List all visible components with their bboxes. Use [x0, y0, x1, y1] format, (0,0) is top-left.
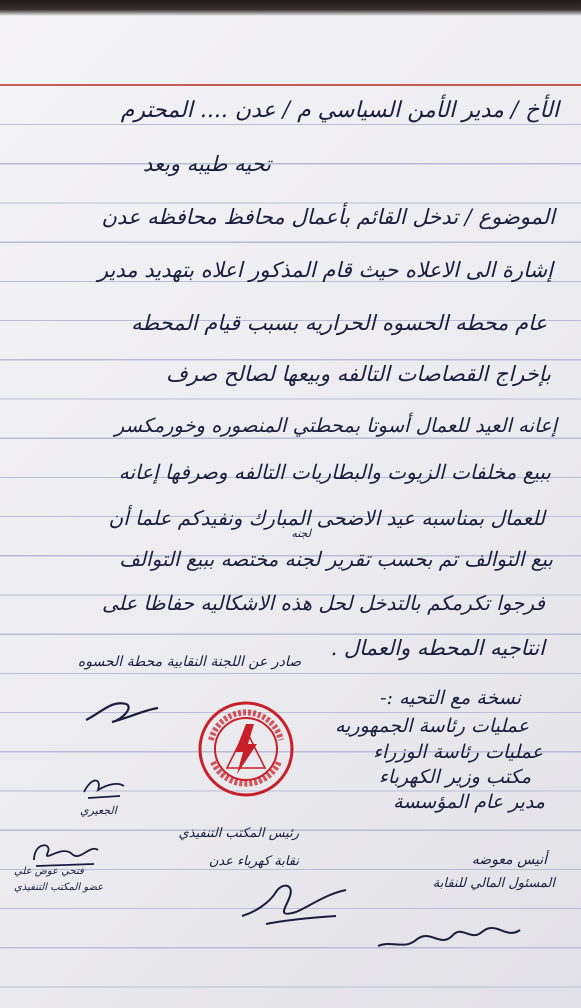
union-stamp — [197, 700, 295, 798]
body-line-9: انتاجيه المحطه والعمال . — [330, 636, 545, 660]
cc-title: نسخة مع التحيه :- — [380, 687, 521, 709]
center-signatory-title: رئيس المكتب التنفيذي — [178, 826, 299, 841]
subject-line: الموضوع / تدخل القائم بأعمال محافظ محافظه عدن — [101, 205, 555, 229]
center-signature — [236, 872, 356, 932]
body-line-8: فرجوا تكرمكم بالتدخل لحل هذه الاشكاليه حفاظا على — [101, 591, 545, 615]
sender-line: صادر عن اللجنة النقابية محطة الحسوه — [77, 654, 301, 670]
left-top-signature — [78, 772, 128, 806]
right-signatory-name: أنيس معوضه — [471, 852, 547, 868]
cc-item-3: مكتب وزير الكهرباء — [378, 766, 531, 788]
left-top-signatory: الجعيري — [80, 804, 117, 817]
body-line-2: عام محطه الحسوه الحراريه بسبب قيام المحطه — [131, 311, 547, 335]
margin-line — [0, 84, 581, 86]
body-line-4: إعانه العيد للعمال أسوتا بمحطتي المنصوره وخورمكسر — [114, 414, 557, 437]
right-signatory-title: المسئول المالي للنقابة — [432, 876, 555, 891]
body-line-5: ببيع مخلفات الزيوت والبطاريات التالفه وصرفها إعانه — [118, 460, 551, 484]
left-bottom-signatory-name: فتحي عوض علي — [14, 866, 84, 877]
greeting: تحيه طيبه وبعد — [142, 152, 271, 176]
recipient-line: الأخ / مدير الأمن السياسي م / عدن .... المحترم — [120, 98, 559, 123]
cc-item-4: مدير عام المؤسسة — [393, 791, 545, 813]
body-line-1: إشارة الى الاعلاه حيث قام المذكور اعلاه بتهديد مدير — [97, 258, 553, 282]
body-line-6: للعمال بمناسبه عيد الاضحى المبارك ونفيدكم علما أن — [108, 506, 545, 530]
cc-item-2: عمليات رئاسة الوزراء — [373, 741, 543, 763]
body-line-7: بيع التوالف تم بحسب تقرير لجنه مختصه ببيع التوالف — [119, 547, 553, 571]
photo-edge — [0, 0, 581, 16]
left-bottom-signatory-title: عضو المكتب التنفيذي — [14, 882, 104, 893]
cc-item-1: عمليات رئاسة الجمهوريه — [335, 715, 529, 737]
sender-signature — [82, 690, 162, 732]
body-insert: لجنه — [291, 527, 311, 540]
body-line-3: بإخراج القصاصات التالفه وبيعها لصالح صرف — [166, 362, 551, 386]
center-signatory-union: نقابة كهرباء عدن — [208, 854, 299, 869]
right-signature — [370, 910, 530, 960]
